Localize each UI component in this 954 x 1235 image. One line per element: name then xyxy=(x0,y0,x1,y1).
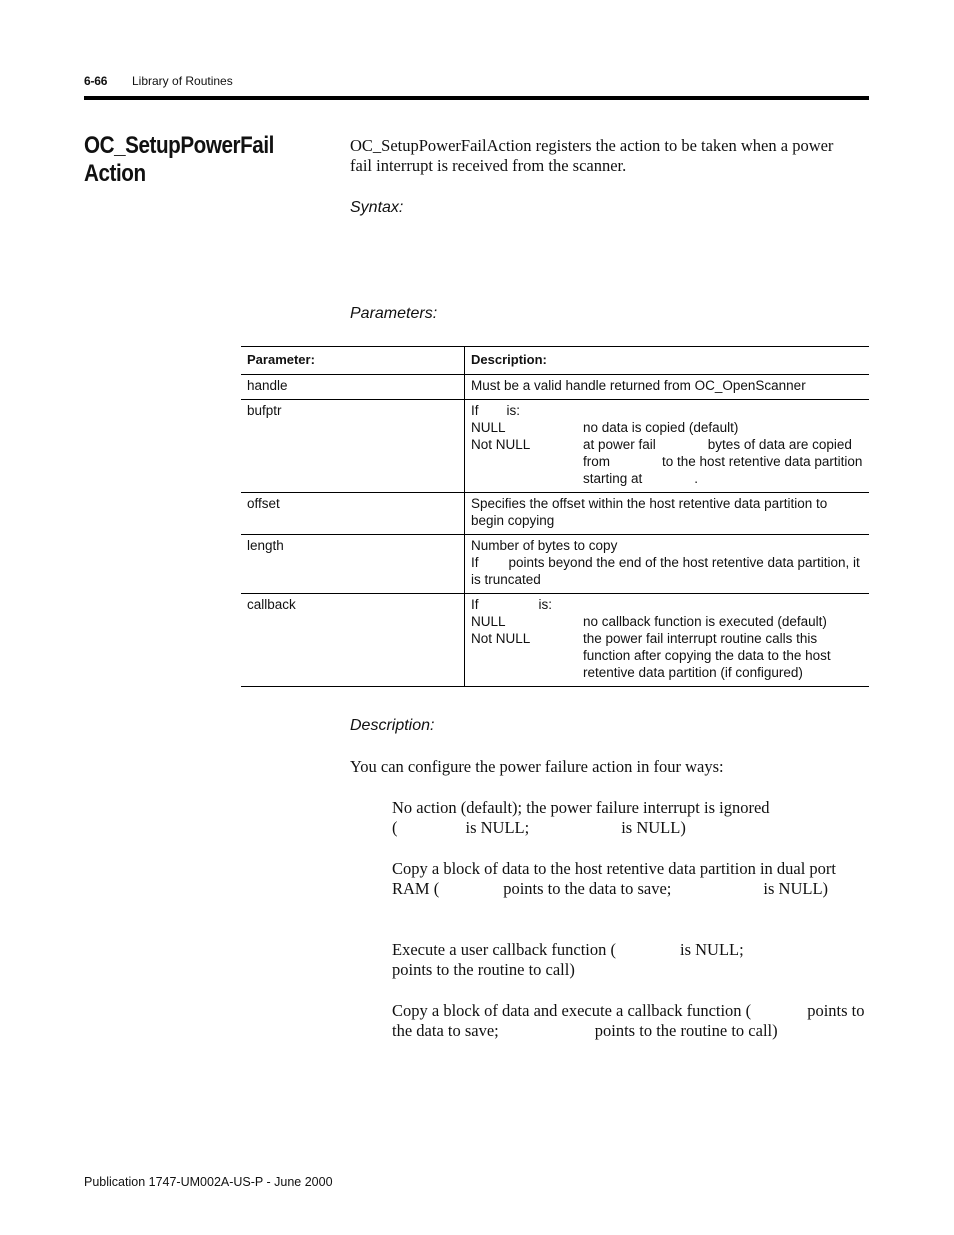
table-header-row xyxy=(241,347,869,375)
list-item: No action (default); the power failure interrupt is ignored ( is NULL; is NULL) xyxy=(392,798,770,837)
param-desc: Must be a valid handle returned from OC_OpenScanner xyxy=(465,375,870,400)
table-row xyxy=(241,535,869,594)
param-desc xyxy=(465,400,870,493)
description-label: Description: xyxy=(350,717,435,734)
title-line-2: Action xyxy=(84,160,146,187)
param-name: bufptr xyxy=(241,400,465,493)
table-row xyxy=(241,400,869,493)
parameters-label: Parameters: xyxy=(350,305,438,322)
header-parameter: Parameter: xyxy=(241,347,465,375)
param-name: offset xyxy=(241,493,465,535)
null-case: NULL no data is copied (default) xyxy=(471,420,739,435)
table-row xyxy=(241,375,869,400)
param-name: handle xyxy=(241,375,465,400)
if-line: If is: xyxy=(471,403,521,418)
not-null-case: Not NULL at power fail bytes of data are copied from to the host retentive data partition starting at . xyxy=(471,437,863,486)
param-name: length xyxy=(241,535,465,594)
section-title: Library of Routines xyxy=(132,74,233,88)
if-line: If is: xyxy=(471,597,553,612)
intro-paragraph: OC_SetupPowerFailAction registers the action to be taken when a power fail interrupt is received from the scanner. xyxy=(350,136,834,175)
param-desc: Number of bytes to copy If points beyond the end of the host retentive data partition, it is truncated xyxy=(465,535,870,594)
page-number: 6-66 xyxy=(84,74,108,88)
title-line-1: OC_SetupPowerFail xyxy=(84,132,274,159)
list-item: Execute a user callback function ( is NULL;points to the routine to call) xyxy=(392,940,744,979)
list-item: Copy a block of data and execute a callback function ( points to the data to save; points to the routine to call) xyxy=(392,1001,865,1040)
footer-publication: Publication 1747-UM002A-US-P - June 2000 xyxy=(84,1175,333,1189)
header-description: Description: xyxy=(465,347,870,375)
description-intro: You can configure the power failure action in four ways: xyxy=(350,757,724,776)
header-rule xyxy=(84,96,869,100)
table-row xyxy=(241,493,869,535)
syntax-label: Syntax: xyxy=(350,199,404,216)
param-name: callback xyxy=(241,594,465,687)
parameters-table xyxy=(241,346,869,687)
page-title xyxy=(84,132,290,188)
table-row xyxy=(241,594,869,687)
list-item: Copy a block of data to the host retentive data partition in dual port RAM ( points to the data to save; is NULL) xyxy=(392,859,837,898)
not-null-case: Not NULL the power fail interrupt routine calls this function after copying the data to the host retentive data partition (if configured) xyxy=(471,631,831,680)
param-desc: Specifies the offset within the host retentive data partition to begin copying xyxy=(465,493,870,535)
null-case: NULL no callback function is executed (default) xyxy=(471,614,827,629)
param-desc xyxy=(465,594,870,687)
